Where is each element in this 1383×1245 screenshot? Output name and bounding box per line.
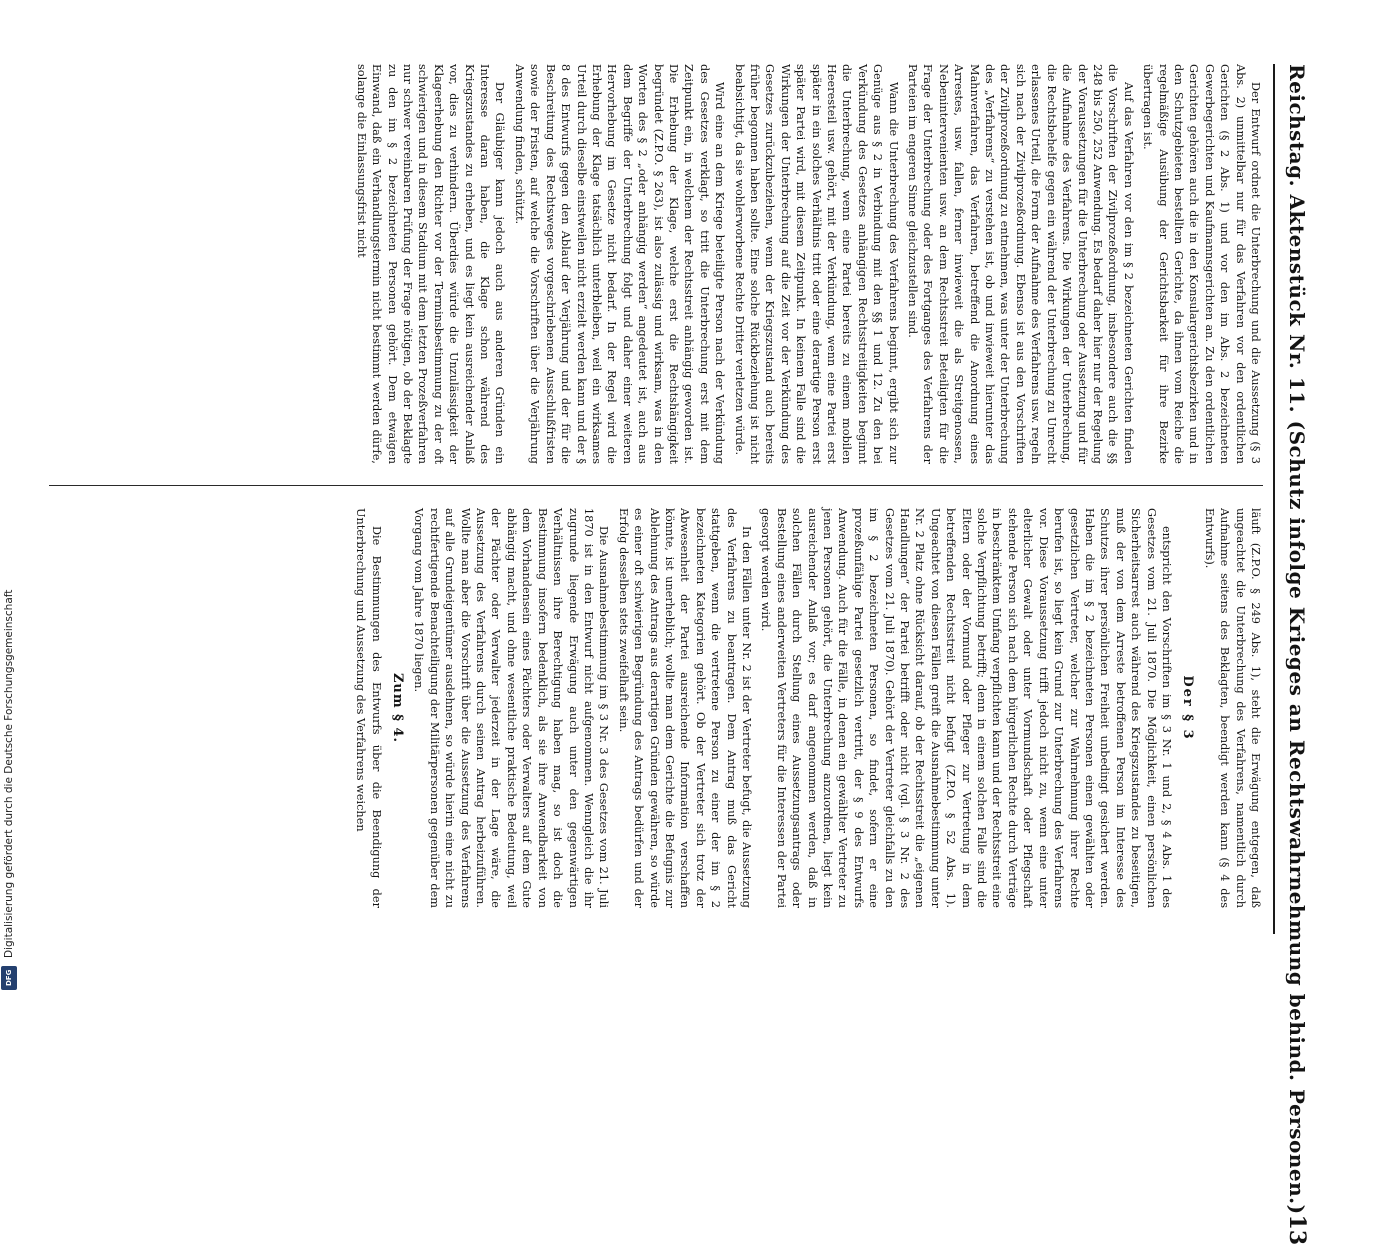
paragraph: entspricht den Vorschriften im § 3 Nr. 1 und 2, § 4 Abs. 1 des Gesetzes vom 21. Juli 1870. Die Möglichkeit, einen persönlichen Sicherheitsarrest auch während des Kriegszustandes zu beseitigen, muß der von dem Arreste betroffenen Person im Interesse des Schutzes ihrer persönlichen Freiheit unbedingt gesichert werden. Haben die im § 2 bezeichneten Personen einen gewählten oder gesetzlichen Vertreter, welcher zur Wahrnehmung ihrer Rechte berufen ist, so liegt kein Grund zur Unterbrechung des Verfahrens vor. Diese Voraussetzung trifft jedoch nicht zu, wenn eine unter elterlicher Gewalt oder unter Vormundschaft oder Pflegschaft stehende Person sich nach dem bürgerlichen Rechte durch Verträge in beschränktem Umfang verpflichten kann und der Rechtsstreit eine solche Verpflichtung betrifft; denn in einem solchen Falle sind die Eltern oder der Vormund oder Pfleger zur Vertretung in dem betreffenden Rechtsstreit nicht befugt (Z.P.O. § 52 Abs. 1). Ungeachtet von diesen Fällen greift die Ausnahmebestimmung unter Nr. 2 Platz ohne Rücksicht darauf, ob der Rechtsstreit die „eigenen Handlungen“ der Partei betrifft oder nicht (vgl. § 3 Nr. 2 des Gesetzes vom 21. Juli 1870). Gehört der Vertreter gleichfalls zu den im § 2 bezeichneten Personen, so findet, sofern er eine prozeßunfähige Partei gesetzlich vertritt, der § 9 des Entwurfs Anwendung. Auch für die Fälle, in denen ein gewählter Vertreter zu jenen Personen gehört, die Unterbrechung anzuordnen, liegt kein ausreichender Anlaß vor; es darf angenommen werden, daß in solchen Fällen durch Stellung eines Aussetzungsantrags oder Bestellung eines anderweiten Vertreters für die Interessen der Partei gesorgt werden wird. (759, 508, 1173, 908)
column-divider (49, 485, 1263, 486)
page-header (1273, 64, 1319, 1245)
rotated-document-page (25, 0, 1325, 1245)
left-text-column (49, 64, 1263, 464)
paragraph: läuft (Z.P.O. § 249 Abs. 1), steht die Erwägung entgegen, daß ungeachtet die Unterbrechung des Verfahrens, namentlich durch Aufnahme seitens des Beklagten, beendigt werden kann (§ 4 des Entwurfs). (1202, 508, 1262, 908)
right-text-column (49, 508, 1263, 908)
paragraph: In den Fällen unter Nr. 2 ist der Vertreter befugt, die Aussetzung des Verfahrens zu beantragen. Dem Antrag muß das Gericht stattgeben, wenn die vertretene Person zu einer der im § 2 bezeichneten Kategorien gehört. Ob der Vertreter sich trotz der Abwesenheit der Partei ausreichende Information verschaffen könnte, ist unerheblich; wollte man dem Gerichte die Befugnis zur Ablehnung des Antrags aus derartigen Gründen gewähren, so würde es einer oft schwierigen Begründung des Antrags bedürfen und der Erfolg desselben stets zweifelhaft sein. (616, 508, 753, 908)
paragraph: Der Gläubiger kann jedoch auch aus anderen Gründen ein Interesse daran haben, die Klage schon während des Kriegszustandes zu erheben, und es liegt kein ausreichender Anlaß vor, dies zu verhindern. Überdies würde die Unzulässigkeit der Klageerhebung den Richter vor der Terminsbestimmung zu der oft schwierigen und in diesem Stadium mit dem letzten Prozeßverfahren nur schwer vereinbaren Prüfung der Frage nötigen, ob der Beklagte zu den im § 2 bezeichneten Personen gehört. Dem etwaigen Einwand, daß ein Verhandlungstermin nicht bestimmt werden dürfe, solange die Einlassungsfrist nicht (354, 64, 507, 464)
section-heading: Zum § 4. (390, 672, 406, 744)
dfg-logo-icon: DFG (1, 966, 17, 990)
paragraph: Wird eine an dem Kriege beteiligte Person nach der Verkündung des Gesetzes verklagt, so tritt die Unterbrechung erst mit dem Zeitpunkt ein, in welchem der Rechtsstreit anhängig geworden ist. Die Erhebung der Klage, welche erst die Rechtshängigkeit begründet (Z.P.O. § 263), ist also zulässig und wirksam, was in den Worten des § 2 „oder anhängig werden“ angedeutet ist, auch aus dem Begriffe der Unterbrechung folgt und daher einer weiteren Hervorhebung im Gesetze nicht bedarf. In der Regel wird die Erhebung der Klage tatsächlich unterbleiben, weil ein wirksames Urteil durch dieselbe einstweilen nicht erzielt werden kann und der § 8 des Entwurfs gegen den Ablauf der Verjährung und der für die Beschreitung des Rechtsweges vorgeschriebenen Ausschlußfristen sowie der Fristen, auf welche die Vorschriften über die Verjährung Anwendung finden, schützt. (512, 64, 727, 464)
paragraph: Auf das Verfahren vor den im § 2 bezeichneten Gerichten finden die Vorschriften der Zivilprozeßordnung, insbesondere auch die §§ 248 bis 250, 252 Anwendung. Es bedarf daher hier nur der Regelung der Voraussetzungen für die Unterbrechung oder Aussetzung und für die Aufnahme des Verfahrens. Die Wirkungen der Unterbrechung, die Rechtsbehelfe gegen ein während der Unterbrechung zu Unrecht erlassenes Urteil, die Form der Aufnahme des Verfahrens usw. regeln sich nach der Zivilprozeßordnung. Ebenso ist aus den Vorschriften der Zivilprozeßordnung zu entnehmen, was unter der Unterbrechung des „Verfahrens“ zu verstehen ist, ob und inwieweit hierunter das Mahnverfahren, das Verfahren, betreffend die Anordnung eines Arrestes, usw. fallen, ferner inwieweit die als Streitgenossen, Nebenintervenienten usw. an dem Rechtsstreit Beteiligten für die Frage der Unterbrechung oder des Fortganges des Verfahrens der Parteien im engeren Sinne gleichzustellen sind. (906, 64, 1135, 464)
section-heading: Der § 3 (1180, 675, 1196, 741)
header-title: Reichstag. Aktenstück Nr. 11. (Schutz infolge Krieges an Rechtswahrnehmung behind. Personen.) (1285, 64, 1309, 1215)
paragraph: Wann die Unterbrechung des Verfahrens beginnt, ergibt sich zur Genüge aus § 2 in Verbindung mit den §§ 1 und 12. Zu den bei Verkündung des Gesetzes anhängigen Rechtsstreitigkeiten beginnt die Unterbrechung, wenn eine Partei bereits zu einem mobilen Heeresteil usw. gehört, mit der Verkündung, wenn eine Partei erst später in ein solches Verhältnis tritt oder eine derartige Person erst später Partei wird, mit diesem Zeitpunkt. In keinem Falle sind die Wirkungen der Unterbrechung auf die Zeit vor der Verkündung des Gesetzes zurückzubeziehen, wenn der Kriegszustand auch bereits früher begonnen haben sollte. Eine solche Rückbeziehung ist nicht beabsichtigt, da sie wohlerworbene Rechte Dritter verletzen würde. (732, 64, 900, 464)
paragraph: Die Bestimmungen des Entwurfs über die Beendigung der Unterbrechung und Aussetzung des Verfahrens weichen (354, 508, 383, 908)
paragraph: Die Ausnahmebestimmung im § 3 Nr. 3 des Gesetzes vom 21. Juli 1870 ist in den Entwurf nicht aufgenommen. Wenngleich die ihr zugrunde liegende Erwägung auch unter den gegenwärtigen Verhältnissen ihre Berechtigung haben mag, so ist doch die Bestimmung insofern bedenklich, als sie ihre Anwendbarkeit von dem Vorhandensein eines Pächters oder Verwalters auf dem Gute abhängig macht, und ohne wesentliche praktische Bedeutung, weil der Pächter oder Verwalter jederzeit in der Lage wäre, die Aussetzung des Verfahrens durch seinen Antrag herbeizuführen. Wollte man aber die Vorschrift über die Aussetzung des Verfahrens auf alle Grundeigentümer ausdehnen, so würde hierin eine nicht zu rechtfertigende Benachteiligung der Militärpersonen gegenüber dem Vorgang vom Jahre 1870 liegen. (412, 508, 611, 908)
paragraph: Der Entwurf ordnet die Unterbrechung und die Aussetzung (§ 3 Abs. 2) unmittelbar nur für das Verfahren vor den ordentlichen Gerichten (§ 2 Abs. 1) und vor den im Abs. 2 bezeichneten Gewerbegerichten und Kaufmannsgerichten an. Zu den ordentlichen Gerichten gehören auch die in den Konsulargerichtsbezirken und in den Schutzgebieten bestellten Gerichte, da ihnen vom Reiche die regelmäßige Ausübung der Gerichtsbarkeit für ihre Bezirke übertragen ist. (1141, 64, 1262, 464)
page-number: 13 (1284, 1214, 1310, 1245)
digitization-credit: Digitalisierung gefördert durch die Deutsche Forschungsgemeinschaft (3, 589, 15, 958)
